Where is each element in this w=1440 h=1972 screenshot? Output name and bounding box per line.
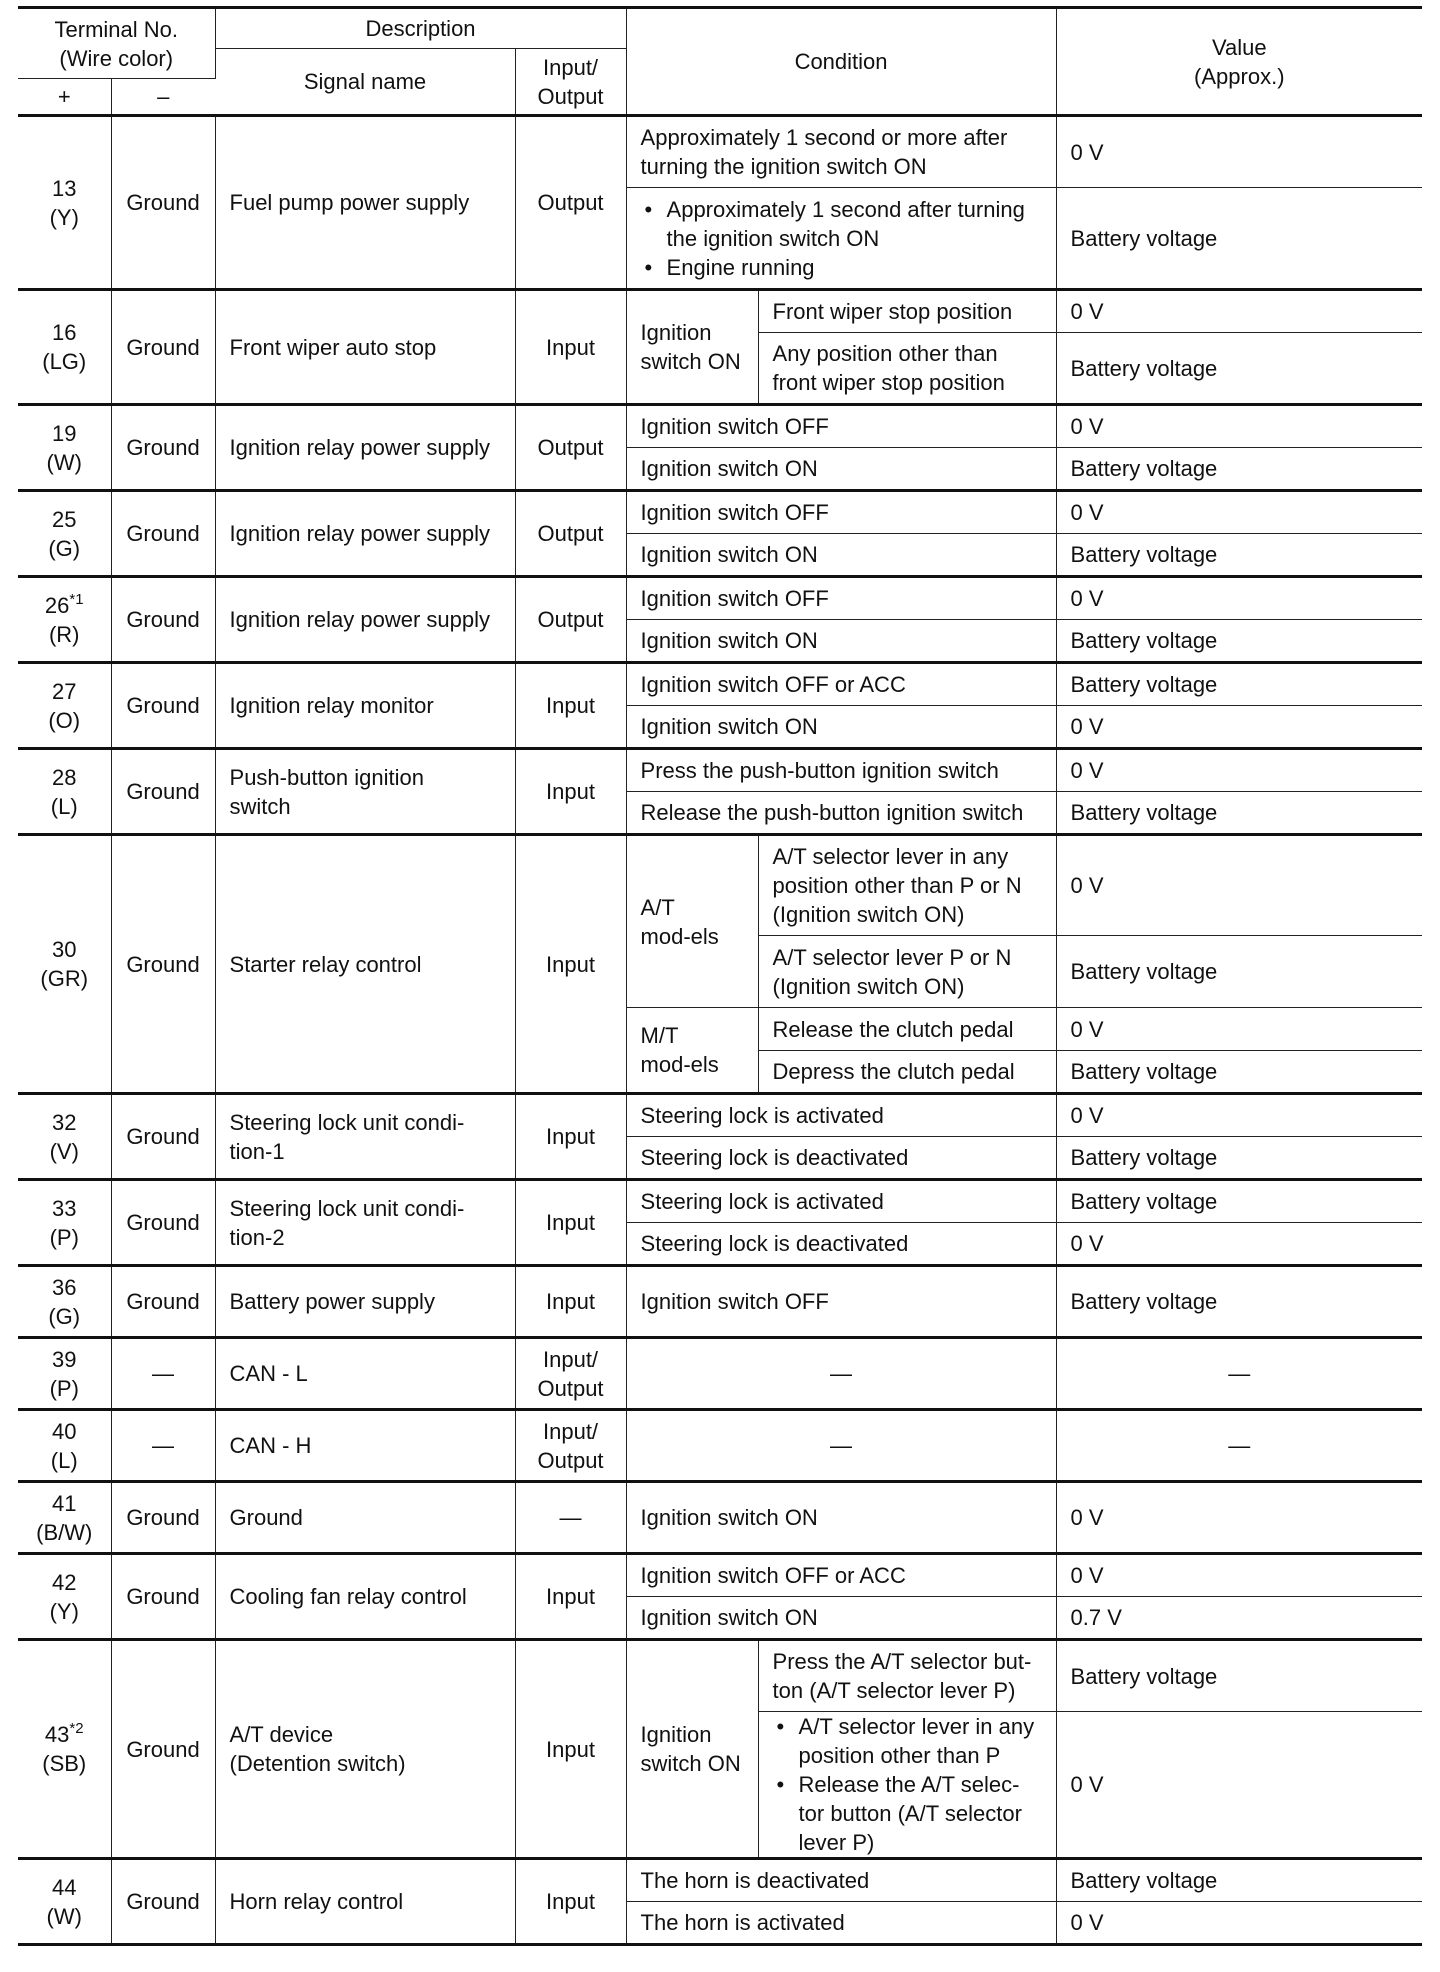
terminal-spec-table bbox=[18, 6, 1422, 1946]
minus-terminal: Ground bbox=[111, 749, 215, 835]
condition: Ignition switch ON bbox=[626, 620, 1056, 663]
table-row bbox=[18, 1640, 1422, 1712]
value: Battery voltage bbox=[1056, 1640, 1422, 1712]
io-type: Input bbox=[515, 1554, 626, 1640]
condition: Ignition switch ON bbox=[626, 534, 1056, 577]
terminal-number: 36 bbox=[52, 1274, 77, 1300]
condition: Release the push-button ignition switch bbox=[626, 792, 1056, 835]
io-type: Input bbox=[515, 1094, 626, 1180]
table-row bbox=[18, 835, 1422, 936]
terminal-number: 40 bbox=[52, 1418, 77, 1444]
io-type bbox=[515, 1338, 626, 1410]
signal-name-line2: (Detention switch) bbox=[229, 1751, 406, 1776]
table-row bbox=[18, 1410, 1422, 1482]
list-item: • Release the A/T selec-tor button (A/T selector lever P) bbox=[773, 1770, 1042, 1857]
minus-terminal: Ground bbox=[111, 290, 215, 405]
minus-terminal: Ground bbox=[111, 577, 215, 663]
minus-terminal: — bbox=[111, 1410, 215, 1482]
terminal-cell bbox=[18, 1410, 111, 1482]
value: Battery voltage bbox=[1056, 333, 1422, 405]
condition: Approximately 1 second or more after turning the ignition switch ON bbox=[626, 116, 1056, 188]
terminal-number: 33 bbox=[52, 1195, 77, 1221]
condition-list bbox=[641, 195, 1042, 282]
table-row bbox=[18, 1859, 1422, 1902]
minus-terminal: Ground bbox=[111, 1094, 215, 1180]
condition: Steering lock is activated bbox=[626, 1180, 1056, 1223]
header-input-output bbox=[515, 49, 626, 116]
terminal-cell bbox=[18, 835, 111, 1094]
io-type: Output bbox=[515, 405, 626, 491]
list-item: • Approximately 1 second after turning the ignition switch ON bbox=[641, 195, 1042, 253]
table-row bbox=[18, 1554, 1422, 1597]
io-type: Output bbox=[515, 491, 626, 577]
wire-color: (O) bbox=[48, 707, 81, 733]
io-line1: Input/ bbox=[543, 1418, 599, 1444]
io-type: Output bbox=[515, 577, 626, 663]
value: 0 V bbox=[1056, 116, 1422, 188]
wire-color: (L) bbox=[50, 793, 78, 819]
terminal-number: 25 bbox=[52, 506, 77, 532]
condition: — bbox=[626, 1338, 1056, 1410]
terminal-cell bbox=[18, 749, 111, 835]
value: Battery voltage bbox=[1056, 936, 1422, 1008]
header-wire-color-label: (Wire color) bbox=[59, 45, 174, 71]
condition: A/T selector lever in any position other than P or N (Ignition switch ON) bbox=[758, 835, 1056, 936]
io-type: Input bbox=[515, 1640, 626, 1859]
table-row bbox=[18, 290, 1422, 333]
signal-name: CAN - H bbox=[215, 1410, 515, 1482]
terminal-number: 32 bbox=[52, 1109, 77, 1135]
table-row bbox=[18, 1180, 1422, 1223]
wire-color: (LG) bbox=[42, 349, 87, 374]
value: 0 V bbox=[1056, 1008, 1422, 1051]
terminal-cell bbox=[18, 1482, 111, 1554]
wire-color: (Y) bbox=[49, 204, 79, 230]
footnote-marker: *1 bbox=[69, 590, 84, 608]
table-row bbox=[18, 116, 1422, 188]
value: 0 V bbox=[1056, 491, 1422, 534]
list-item: • A/T selector lever in any position other than P bbox=[773, 1712, 1042, 1770]
io-type bbox=[515, 1410, 626, 1482]
wire-color: (P) bbox=[49, 1224, 79, 1250]
value: 0 V bbox=[1056, 290, 1422, 333]
value: 0 V bbox=[1056, 1554, 1422, 1597]
minus-terminal: Ground bbox=[111, 116, 215, 290]
condition: Press the push-button ignition switch bbox=[626, 749, 1056, 792]
minus-terminal: Ground bbox=[111, 1859, 215, 1945]
condition: Ignition switch ON bbox=[626, 1482, 1056, 1554]
signal-name: Ignition relay power supply bbox=[215, 491, 515, 577]
terminal-number-line bbox=[32, 1720, 97, 1749]
terminal-cell bbox=[18, 405, 111, 491]
terminal-number: 42 bbox=[52, 1569, 77, 1595]
condition: Any position other than front wiper stop position bbox=[758, 333, 1056, 405]
condition: Ignition switch OFF bbox=[626, 491, 1056, 534]
condition: — bbox=[626, 1410, 1056, 1482]
table-row bbox=[18, 1338, 1422, 1410]
value: Battery voltage bbox=[1056, 1137, 1422, 1180]
table-row bbox=[18, 1094, 1422, 1137]
io-line1: Input/ bbox=[543, 1346, 599, 1372]
header-minus: – bbox=[111, 79, 215, 116]
condition: Ignition switch ON bbox=[626, 448, 1056, 491]
table-row bbox=[18, 405, 1422, 448]
signal-name: Starter relay control bbox=[215, 835, 515, 1094]
terminal-number: 43 bbox=[44, 1722, 70, 1747]
io-type: Input bbox=[515, 290, 626, 405]
minus-terminal: Ground bbox=[111, 1266, 215, 1338]
signal-name: Cooling fan relay control bbox=[215, 1554, 515, 1640]
terminal-cell bbox=[18, 1094, 111, 1180]
wire-color: (W) bbox=[46, 449, 82, 475]
condition: Ignition switch OFF or ACC bbox=[626, 1554, 1056, 1597]
wire-color: (W) bbox=[46, 1903, 82, 1929]
signal-name: Battery power supply bbox=[215, 1266, 515, 1338]
terminal-cell bbox=[18, 577, 111, 663]
table-row bbox=[18, 749, 1422, 792]
wire-color: (GR) bbox=[40, 966, 89, 991]
condition-group: Ignition switch ON bbox=[626, 290, 758, 405]
terminal-number: 19 bbox=[52, 420, 77, 446]
signal-name: Ignition relay monitor bbox=[215, 663, 515, 749]
table-row bbox=[18, 663, 1422, 706]
wire-color: (G) bbox=[48, 1303, 81, 1329]
io-type: Input bbox=[515, 1266, 626, 1338]
terminal-cell bbox=[18, 116, 111, 290]
condition: Ignition switch OFF bbox=[626, 1266, 1056, 1338]
wire-color: (P) bbox=[49, 1375, 79, 1401]
value: 0 V bbox=[1056, 706, 1422, 749]
header-row-1 bbox=[18, 8, 1422, 49]
terminal-cell bbox=[18, 1640, 111, 1859]
value: 0 V bbox=[1056, 1482, 1422, 1554]
minus-terminal: Ground bbox=[111, 1482, 215, 1554]
terminal-cell bbox=[18, 1338, 111, 1410]
signal-name: Ground bbox=[215, 1482, 515, 1554]
signal-name: Push-button ignition switch bbox=[215, 749, 515, 835]
terminal-cell bbox=[18, 663, 111, 749]
value: 0 V bbox=[1056, 1712, 1422, 1859]
wire-color: (G) bbox=[48, 535, 81, 561]
value: Battery voltage bbox=[1056, 1266, 1422, 1338]
condition: Press the A/T selector but-ton (A/T selector lever P) bbox=[758, 1640, 1056, 1712]
header-io-line2: Output bbox=[537, 83, 604, 109]
minus-terminal: — bbox=[111, 1338, 215, 1410]
header-value bbox=[1056, 8, 1422, 116]
condition-group: A/T mod-els bbox=[626, 835, 758, 1008]
wire-color: (R) bbox=[48, 621, 80, 647]
terminal-number-line bbox=[32, 591, 97, 620]
minus-terminal: Ground bbox=[111, 491, 215, 577]
minus-terminal: Ground bbox=[111, 1554, 215, 1640]
condition: Depress the clutch pedal bbox=[758, 1051, 1056, 1094]
header-terminal-label: Terminal No. bbox=[54, 16, 178, 42]
list-item: • Engine running bbox=[641, 253, 1042, 282]
terminal-number: 28 bbox=[52, 764, 77, 790]
signal-name: Horn relay control bbox=[215, 1859, 515, 1945]
value: Battery voltage bbox=[1056, 1051, 1422, 1094]
condition: Ignition switch ON bbox=[626, 706, 1056, 749]
signal-name: Steering lock unit condi-tion-2 bbox=[215, 1180, 515, 1266]
value: 0 V bbox=[1056, 835, 1422, 936]
io-type: Output bbox=[515, 116, 626, 290]
minus-terminal: Ground bbox=[111, 835, 215, 1094]
terminal-cell bbox=[18, 1554, 111, 1640]
wire-color: (V) bbox=[49, 1138, 79, 1164]
condition-group: Ignition switch ON bbox=[626, 1640, 758, 1859]
condition: Steering lock is activated bbox=[626, 1094, 1056, 1137]
condition: The horn is deactivated bbox=[626, 1859, 1056, 1902]
value: Battery voltage bbox=[1056, 663, 1422, 706]
terminal-cell bbox=[18, 290, 111, 405]
terminal-cell bbox=[18, 1266, 111, 1338]
signal-name: CAN - L bbox=[215, 1338, 515, 1410]
table-row bbox=[18, 577, 1422, 620]
terminal-table-container bbox=[18, 6, 1422, 1946]
value: Battery voltage bbox=[1056, 534, 1422, 577]
value: Battery voltage bbox=[1056, 1859, 1422, 1902]
terminal-number: 26 bbox=[44, 592, 70, 618]
header-io-line1: Input/ bbox=[543, 54, 599, 80]
terminal-number: 39 bbox=[52, 1346, 77, 1372]
table-row bbox=[18, 491, 1422, 534]
terminal-number: 41 bbox=[52, 1490, 77, 1516]
terminal-number: 16 bbox=[52, 320, 77, 345]
value: Battery voltage bbox=[1056, 448, 1422, 491]
io-type: Input bbox=[515, 663, 626, 749]
header-terminal-no bbox=[18, 8, 215, 79]
condition: Ignition switch OFF bbox=[626, 405, 1056, 448]
value: — bbox=[1056, 1338, 1422, 1410]
value: Battery voltage bbox=[1056, 1180, 1422, 1223]
minus-terminal: Ground bbox=[111, 1180, 215, 1266]
header-plus: + bbox=[18, 79, 111, 116]
signal-name bbox=[215, 1640, 515, 1859]
minus-terminal: Ground bbox=[111, 1640, 215, 1859]
condition: Front wiper stop position bbox=[758, 290, 1056, 333]
table-row bbox=[18, 1266, 1422, 1338]
signal-name: Ignition relay power supply bbox=[215, 577, 515, 663]
terminal-number: 27 bbox=[52, 678, 77, 704]
signal-name: Fuel pump power supply bbox=[215, 116, 515, 290]
value: — bbox=[1056, 1410, 1422, 1482]
wire-color: (SB) bbox=[42, 1751, 87, 1776]
minus-terminal: Ground bbox=[111, 405, 215, 491]
io-line2: Output bbox=[537, 1447, 604, 1473]
header-value-label: Value bbox=[1211, 34, 1267, 60]
header-description: Description bbox=[215, 8, 626, 49]
minus-terminal: Ground bbox=[111, 663, 215, 749]
terminal-cell bbox=[18, 491, 111, 577]
value: Battery voltage bbox=[1056, 620, 1422, 663]
condition: Ignition switch ON bbox=[626, 1597, 1056, 1640]
wire-color: (B/W) bbox=[36, 1519, 93, 1545]
value: Battery voltage bbox=[1056, 188, 1422, 290]
condition-list bbox=[773, 1712, 1042, 1857]
value: Battery voltage bbox=[1056, 792, 1422, 835]
condition bbox=[758, 1712, 1056, 1859]
terminal-cell bbox=[18, 1859, 111, 1945]
io-type: — bbox=[515, 1482, 626, 1554]
condition: Steering lock is deactivated bbox=[626, 1137, 1056, 1180]
value: 0 V bbox=[1056, 405, 1422, 448]
table-row bbox=[18, 1482, 1422, 1554]
io-type: Input bbox=[515, 1180, 626, 1266]
value: 0 V bbox=[1056, 1094, 1422, 1137]
value: 0 V bbox=[1056, 577, 1422, 620]
condition: A/T selector lever P or N (Ignition switch ON) bbox=[758, 936, 1056, 1008]
value: 0 V bbox=[1056, 1902, 1422, 1945]
condition: The horn is activated bbox=[626, 1902, 1056, 1945]
terminal-number: 30 bbox=[52, 937, 77, 962]
wire-color: (Y) bbox=[49, 1598, 79, 1624]
io-type: Input bbox=[515, 749, 626, 835]
io-type: Input bbox=[515, 835, 626, 1094]
condition: Steering lock is deactivated bbox=[626, 1223, 1056, 1266]
value: 0 V bbox=[1056, 1223, 1422, 1266]
condition-group: M/T mod-els bbox=[626, 1008, 758, 1094]
value: 0 V bbox=[1056, 749, 1422, 792]
terminal-number: 13 bbox=[52, 175, 77, 201]
condition: Release the clutch pedal bbox=[758, 1008, 1056, 1051]
footnote-marker: *2 bbox=[69, 1720, 84, 1737]
signal-name-line1: A/T device bbox=[229, 1722, 334, 1747]
condition: Ignition switch OFF or ACC bbox=[626, 663, 1056, 706]
signal-name: Steering lock unit condi-tion-1 bbox=[215, 1094, 515, 1180]
condition bbox=[626, 188, 1056, 290]
value: 0.7 V bbox=[1056, 1597, 1422, 1640]
header-signal-name: Signal name bbox=[215, 49, 515, 116]
terminal-cell bbox=[18, 1180, 111, 1266]
signal-name: Ignition relay power supply bbox=[215, 405, 515, 491]
io-type: Input bbox=[515, 1859, 626, 1945]
condition: Ignition switch OFF bbox=[626, 577, 1056, 620]
io-line2: Output bbox=[537, 1375, 604, 1401]
header-condition: Condition bbox=[626, 8, 1056, 116]
header-approx-label: (Approx.) bbox=[1194, 63, 1285, 89]
wire-color: (L) bbox=[50, 1447, 78, 1473]
terminal-number: 44 bbox=[52, 1874, 77, 1900]
signal-name: Front wiper auto stop bbox=[215, 290, 515, 405]
